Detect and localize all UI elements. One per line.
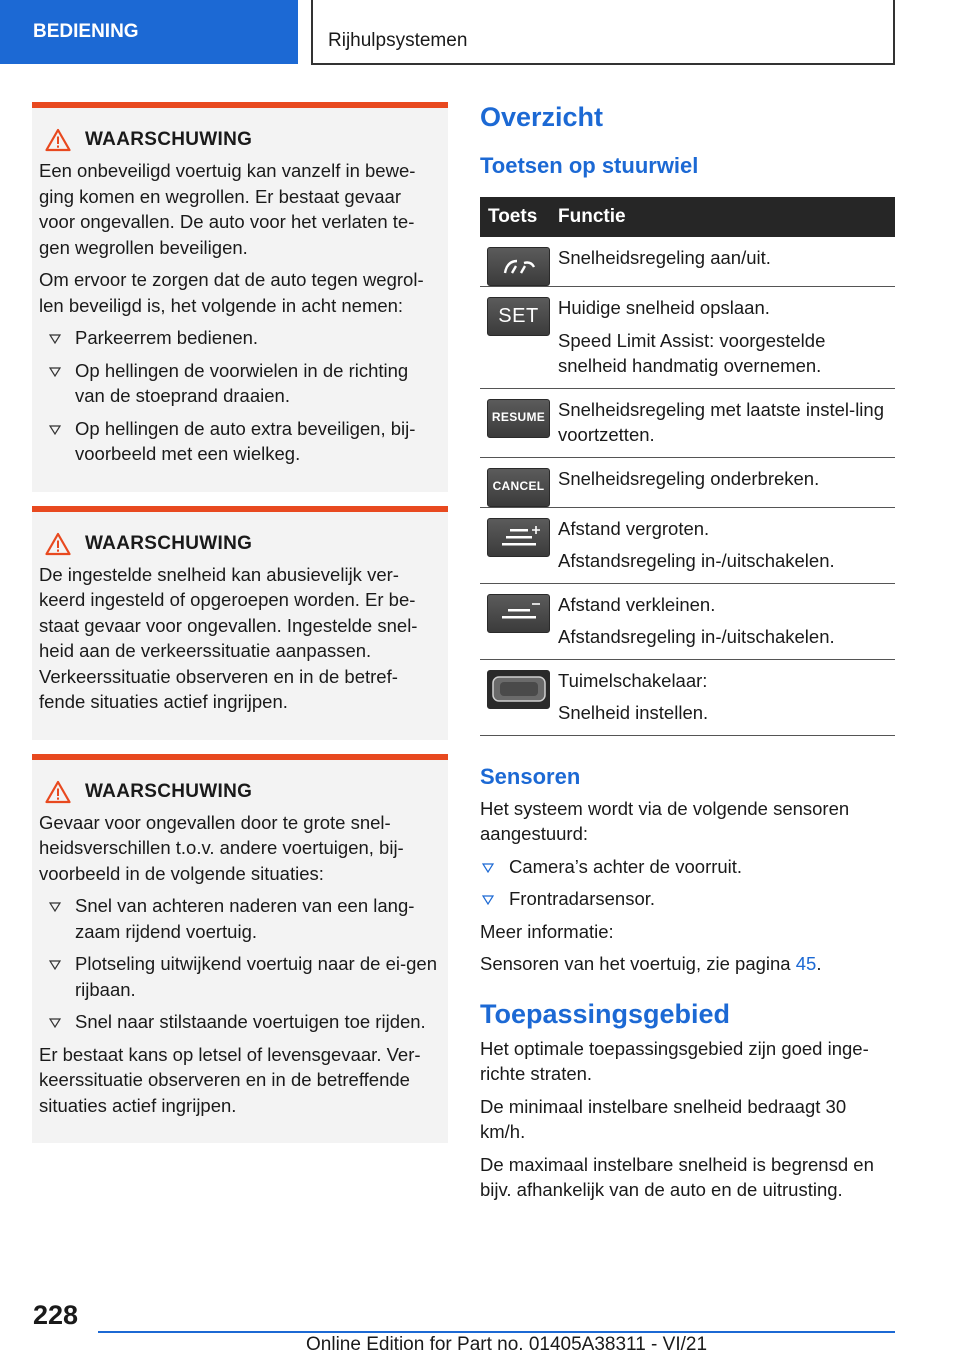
bullet-triangle-icon — [49, 334, 61, 344]
distance-increase-icon — [487, 518, 550, 557]
table-header-row — [480, 197, 895, 237]
table-cell-text: Afstand verkleinen. — [558, 593, 716, 615]
list-item: Parkeerrem bedienen. — [39, 325, 441, 351]
warning-text: Gevaar voor ongevallen door te grote snel-heidsverschillen t.o.v. andere voertuigen, bij-voorbeeld in de volgende situaties: — [39, 811, 404, 884]
warning-title: WAARSCHUWING — [85, 780, 253, 802]
bullet-triangle-icon — [49, 425, 61, 435]
section-title: Rijhulpsystemen — [311, 0, 895, 65]
warning-triangle-icon — [45, 532, 71, 556]
warning-header — [39, 532, 441, 556]
table-cell-text: Huidige snelheid opslaan. — [558, 297, 770, 318]
chapter-tab: BEDIENING — [0, 0, 298, 64]
page-number: 228 — [33, 1300, 79, 1330]
warning-box-3 — [32, 754, 448, 1144]
table-cell-text: Tuimelschakelaar: — [558, 669, 708, 691]
list-item: Snel van achteren naderen van een lang-zaam rijdend voertuig. — [39, 893, 441, 944]
section-heading: Sensoren — [480, 763, 581, 789]
cancel-button-icon: CANCEL — [487, 468, 550, 507]
body-text: Het optimale toepassingsgebied zijn goed inge-richte straten. — [480, 1037, 869, 1084]
warning-text: De ingestelde snelheid kan abusievelijk ver-keerd ingesteld of opgeroepen worden. Er be-staat gevaar voor ongevallen. Ingestelde snel-heid aan de verkeerssituatie aanpassen. Verkeerssituatie observeren en in de betref-fende situaties actief ingrijpen. — [39, 563, 418, 712]
list-item: Op hellingen de auto extra beveiligen, bij-voorbeeld met een wielkeg. — [39, 416, 441, 467]
table-cell-text: Snelheidsregeling onderbreken. — [558, 467, 820, 489]
rocker-switch-icon — [487, 670, 550, 709]
warning-title: WAARSCHUWING — [85, 532, 253, 554]
warning-header — [39, 128, 441, 152]
section-title: Toepassingsgebied — [480, 998, 731, 1029]
sensor-list — [480, 854, 895, 912]
bullet-triangle-icon — [49, 367, 61, 377]
page-link[interactable]: 45 — [795, 953, 817, 974]
warning-text: Een onbeveiligd voertuig kan vanzelf in bewe-ging komen en wegrollen. Er bestaat gevaar voor ongevallen. De auto voor het verlaten te-gen wegrollen beveiligen. — [39, 160, 416, 258]
table-cell-text: Speed Limit Assist: voorgestelde snelheid handmatig overnemen. — [558, 329, 826, 376]
table-cell-text: Afstandsregeling in-/uitschakelen. — [558, 550, 835, 571]
list-item: Snel naar stilstaande voertuigen toe rijden. — [39, 1009, 441, 1035]
footer-edition: Online Edition for Part no. 01405A38311 - VI/21 — [306, 1334, 708, 1355]
table-header-cell: Functie — [558, 197, 895, 237]
bullet-triangle-icon — [49, 1018, 61, 1028]
list-item: Op hellingen de voorwielen in de richting van de stoeprand draaien. — [39, 358, 441, 409]
page-title: Overzicht — [480, 102, 604, 132]
body-text: Het systeem wordt via de volgende sensoren aangestuurd: — [480, 797, 850, 844]
list-item: Camera’s achter de voorruit. — [480, 854, 895, 880]
keys-table — [480, 197, 895, 736]
warning-triangle-icon — [45, 780, 71, 804]
table-row — [480, 287, 895, 389]
body-text: De maximaal instelbare snelheid is begrensd en bijv. afhankelijk van de auto en de uitrusting. — [480, 1153, 874, 1200]
warning-box-2 — [32, 506, 448, 740]
table-row — [480, 388, 895, 457]
bullet-triangle-icon — [49, 960, 61, 970]
cruise-control-icon — [487, 247, 550, 286]
table-cell-text: Afstand vergroten. — [558, 517, 710, 539]
warning-triangle-icon — [45, 128, 71, 152]
bullet-triangle-icon — [482, 895, 494, 905]
body-text: De minimaal instelbare snelheid bedraagt 30 km/h. — [480, 1095, 847, 1142]
distance-decrease-icon — [487, 594, 550, 633]
warning-bullet-list — [39, 325, 441, 467]
table-row — [480, 237, 895, 287]
table-row — [480, 507, 895, 583]
warning-text: Er bestaat kans op letsel of levensgevaar. Ver-keerssituatie observeren en in de betreffende situaties actief ingrijpen. — [39, 1043, 421, 1116]
table-cell-text: Snelheidsregeling aan/uit. — [558, 247, 771, 268]
table-row — [480, 457, 895, 507]
set-button-icon: SET — [487, 297, 550, 336]
footer-divider — [98, 1331, 895, 1333]
content-column — [480, 100, 895, 1210]
table-header-cell: Toets — [480, 197, 558, 237]
body-text: Meer informatie: — [480, 920, 614, 942]
warning-bullet-list — [39, 893, 441, 1035]
warning-title: WAARSCHUWING — [85, 129, 253, 150]
warning-box-1 — [32, 102, 448, 492]
list-item: Frontradarsensor. — [480, 886, 895, 912]
table-cell-text: Snelheid instellen. — [558, 702, 709, 723]
resume-button-icon: RESUME — [487, 399, 550, 438]
warnings-column — [32, 102, 448, 1157]
bullet-triangle-icon — [49, 902, 61, 912]
list-item: Plotseling uitwijkend voertuig naar de ei-gen rijbaan. — [39, 951, 441, 1002]
table-row — [480, 583, 895, 659]
section-heading: Toetsen op stuurwiel — [480, 153, 699, 178]
warning-header — [39, 780, 441, 804]
cross-reference: Sensoren van het voertuig, zie pagina 45. — [480, 953, 822, 974]
table-cell-text: Afstandsregeling in-/uitschakelen. — [558, 626, 835, 647]
table-cell-text: Snelheidsregeling met laatste instel-ling voortzetten. — [558, 398, 884, 445]
table-row — [480, 659, 895, 735]
bullet-triangle-icon — [482, 863, 494, 873]
warning-text: Om ervoor te zorgen dat de auto tegen wegrol-len beveiligd is, het volgende in acht nemen: — [39, 269, 424, 316]
